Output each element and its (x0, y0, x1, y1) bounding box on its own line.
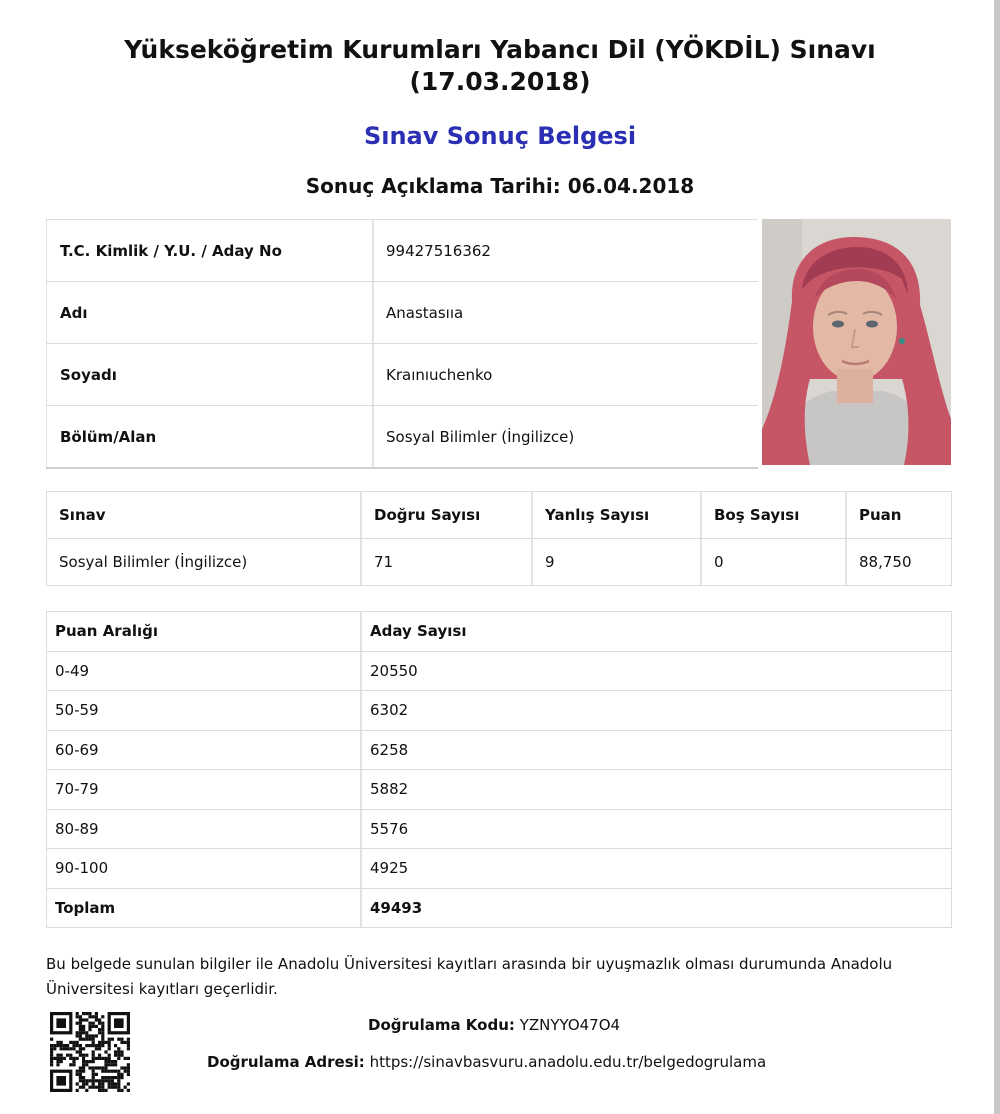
exam-result-table (46, 491, 952, 586)
exam-header-cell: Puan (859, 506, 902, 524)
exam-data-row (47, 539, 951, 585)
info-row-name (46, 282, 758, 344)
exam-cell: 71 (362, 539, 533, 585)
document-title (0, 34, 1000, 98)
table-row (47, 652, 951, 692)
info-label: Soyadı (46, 344, 374, 405)
dist-total-label: Toplam (47, 889, 362, 928)
info-value: 99427516362 (386, 241, 491, 260)
verification-address-label: Doğrulama Adresi: (207, 1053, 365, 1071)
dist-range-cell: 70-79 (47, 770, 362, 809)
verification-code-label: Doğrulama Kodu: (368, 1016, 515, 1034)
dist-total-value: 49493 (370, 898, 423, 917)
table-row (47, 770, 951, 810)
dist-range-cell: 80-89 (47, 810, 362, 849)
info-value: Kraınıuchenko (386, 365, 493, 384)
dist-header-row (47, 612, 951, 652)
title-line-2: (17.03.2018) (409, 67, 591, 96)
info-label: Bölüm/Alan (46, 406, 374, 467)
table-row (47, 849, 951, 889)
verification-code (368, 1016, 620, 1034)
page-edge (994, 0, 1000, 1114)
exam-header-cell: Boş Sayısı (702, 492, 847, 538)
info-row-id (46, 220, 758, 282)
dist-header-cell: Aday Sayısı (370, 622, 467, 641)
verification-address (207, 1053, 766, 1071)
table-row (47, 731, 951, 771)
exam-header-row (47, 492, 951, 539)
exam-header-cell: Sınav (47, 492, 362, 538)
info-row-field (46, 406, 758, 469)
dist-total-row (47, 889, 951, 928)
dist-range-cell: 50-59 (47, 691, 362, 730)
table-row (47, 691, 951, 731)
disclaimer-text: Bu belgede sunulan bilgiler ile Anadolu Üniversitesi kayıtları arasında bir uyuşmazlık olması durumunda Anadolu Üniversitesi kayıtları geçerlidir. (46, 955, 893, 998)
qr-code-svg (50, 1012, 130, 1092)
info-label: Adı (46, 282, 374, 343)
dist-header-cell: Puan Aralığı (47, 612, 362, 651)
info-value: Sosyal Bilimler (İngilizce) (386, 427, 575, 446)
exam-cell: Sosyal Bilimler (İngilizce) (47, 539, 362, 585)
table-row (47, 810, 951, 850)
verification-address-link[interactable]: https://sinavbasvuru.anadolu.edu.tr/belgedogrulama (369, 1053, 767, 1071)
score-distribution-table (46, 611, 952, 928)
verification-code-value: YZNYYO47O4 (519, 1016, 621, 1034)
dist-count-cell: 4925 (370, 859, 409, 878)
dist-count-cell: 20550 (370, 661, 418, 680)
dist-count-cell: 5576 (370, 819, 409, 838)
dist-count-cell: 5882 (370, 780, 409, 799)
dist-range-cell: 90-100 (47, 849, 362, 888)
qr-code-icon (50, 1012, 130, 1092)
exam-cell: 88,750 (859, 553, 912, 571)
info-value: Anastasııa (386, 303, 464, 322)
dist-count-cell: 6302 (370, 701, 409, 720)
title-line-1: Yükseköğretim Kurumları Yabancı Dil (YÖKDİL) Sınavı (124, 35, 876, 64)
candidate-info-table (46, 219, 758, 469)
exam-header-cell: Doğru Sayısı (362, 492, 533, 538)
exam-header-cell: Yanlış Sayısı (533, 492, 702, 538)
dist-count-cell: 6258 (370, 740, 409, 759)
info-row-surname (46, 344, 758, 406)
info-label: T.C. Kimlik / Y.U. / Aday No (46, 220, 374, 281)
candidate-photo (762, 219, 951, 465)
exam-cell: 9 (533, 539, 702, 585)
exam-cell: 0 (702, 539, 847, 585)
document-subtitle: Sınav Sonuç Belgesi (363, 122, 637, 150)
dist-range-cell: 60-69 (47, 731, 362, 770)
result-date: Sonuç Açıklama Tarihi: 06.04.2018 (305, 174, 695, 198)
candidate-photo-svg (762, 219, 951, 465)
dist-range-cell: 0-49 (47, 652, 362, 691)
